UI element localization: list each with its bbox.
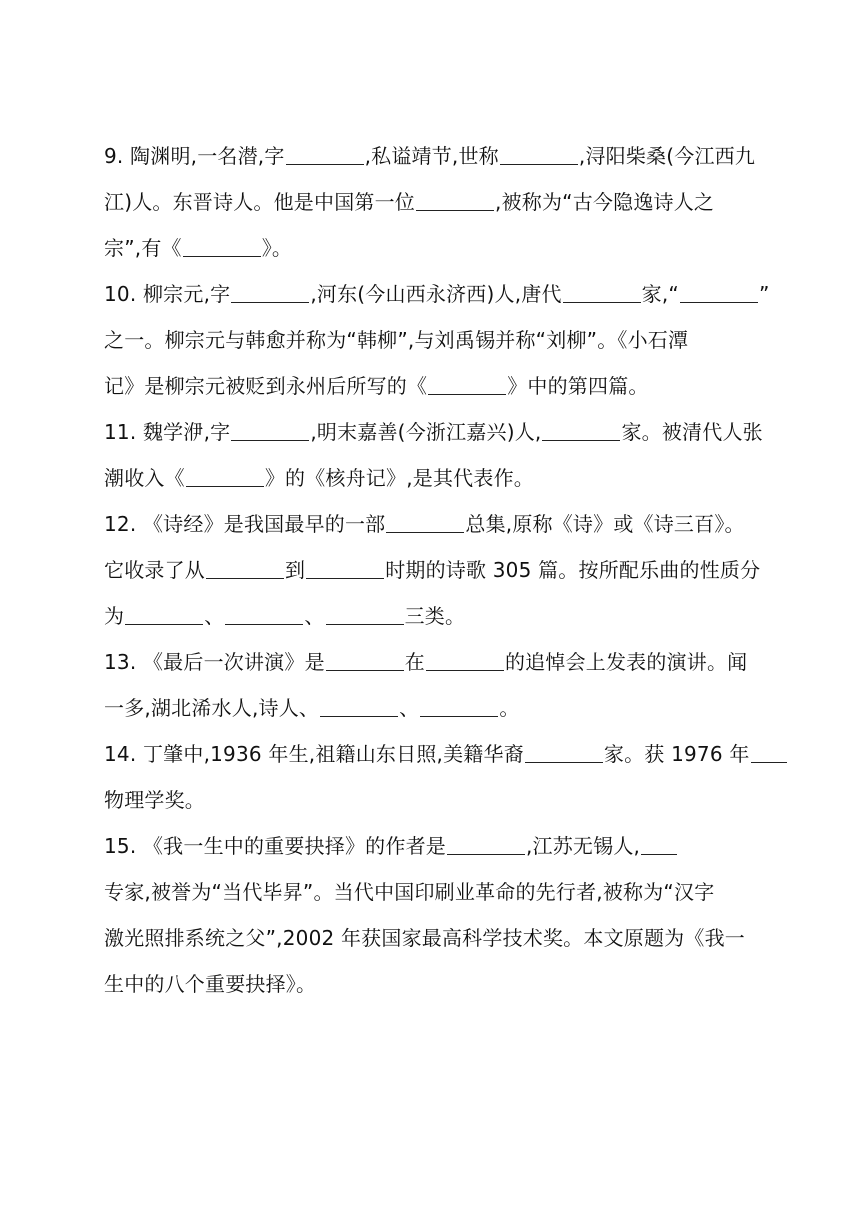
q12-line-2	[104, 550, 764, 596]
answer-blank[interactable]	[426, 650, 504, 671]
q13-text: 。	[499, 696, 520, 720]
q10-line-3	[104, 366, 764, 412]
q9-text: 宗”,有《	[104, 236, 182, 260]
q15-line-4	[104, 964, 764, 1010]
answer-blank[interactable]	[641, 834, 677, 855]
q11-line-2	[104, 458, 764, 504]
q13-line-2	[104, 688, 764, 734]
answer-blank[interactable]	[386, 512, 464, 533]
q10-text: 》中的第四篇。	[507, 374, 649, 398]
answer-blank[interactable]	[751, 742, 787, 763]
answer-blank[interactable]	[326, 650, 404, 671]
q10-text: 之一。柳宗元与韩愈并称为“韩柳”,与刘禹锡并称“刘柳”。《小石潭	[104, 328, 689, 352]
answer-blank[interactable]	[416, 190, 494, 211]
q12-line-1	[104, 504, 764, 550]
q9-text: ,被称为“古今隐逸诗人之	[495, 190, 715, 214]
q12-text: 到	[285, 558, 306, 582]
answer-blank[interactable]	[428, 374, 506, 395]
q12-text: 时期的诗歌 305 篇。按所配乐曲的性质分	[385, 558, 761, 582]
q9-text: ,私谥靖节,世称	[364, 144, 499, 168]
q10-text: 10. 柳宗元,字	[104, 282, 231, 306]
q12-text: 、	[304, 604, 325, 628]
answer-blank[interactable]	[125, 604, 203, 625]
answer-blank[interactable]	[231, 420, 309, 441]
q10-line-1	[104, 274, 770, 320]
answer-blank[interactable]	[286, 144, 364, 165]
answer-blank[interactable]	[326, 604, 404, 625]
q9-line-1	[104, 136, 764, 182]
q9-text: 9. 陶渊明,一名潜,字	[104, 144, 285, 168]
q10-text: 家,“	[641, 282, 679, 306]
q12-line-3	[104, 596, 764, 642]
q9-line-2	[104, 182, 764, 228]
q9-text: ,浔阳柴桑(今江西九	[578, 144, 756, 168]
answer-blank[interactable]	[420, 696, 498, 717]
answer-blank[interactable]	[563, 282, 641, 303]
q11-text: 家。被清代人张	[621, 420, 763, 444]
q11-line-1	[104, 412, 764, 458]
q13-text: 在	[404, 650, 425, 674]
q12-text: 三类。	[404, 604, 466, 628]
q11-text: 11. 魏学洢,字	[104, 420, 231, 444]
q15-text: 生中的八个重要抉择》。	[104, 972, 317, 996]
q15-line-3	[104, 918, 764, 964]
q15-line-2	[104, 872, 764, 918]
q10-text: ”	[758, 282, 770, 306]
answer-blank[interactable]	[447, 834, 525, 855]
q10-line-2	[104, 320, 764, 366]
q15-text: 专家,被誉为“当代毕昇”。当代中国印刷业革命的先行者,被称为“汉字	[104, 880, 715, 904]
q15-line-1	[104, 826, 764, 872]
q11-text: ,明末嘉善(今浙江嘉兴)人,	[310, 420, 542, 444]
answer-blank[interactable]	[183, 236, 261, 257]
q9-text: 江)人。东晋诗人。他是中国第一位	[104, 190, 416, 214]
q14-line-2	[104, 780, 764, 826]
q13-text: 13. 《最后一次讲演》是	[104, 650, 325, 674]
q12-text: 总集,原称《诗》或《诗三百》。	[465, 512, 745, 536]
q12-text: 为	[104, 604, 125, 628]
answer-blank[interactable]	[225, 604, 303, 625]
q9-line-3	[104, 228, 764, 274]
q12-text: 它收录了从	[104, 558, 205, 582]
q13-text: 的追悼会上发表的演讲。闻	[504, 650, 748, 674]
q13-text: 、	[399, 696, 420, 720]
q15-text: 激光照排系统之父”,2002 年获国家最高科学技术奖。本文原题为《我一	[104, 926, 745, 950]
q11-text: 》的《核舟记》,是其代表作。	[264, 466, 534, 490]
q10-text: 记》是柳宗元被贬到永州后所写的《	[104, 374, 428, 398]
q10-text: ,河东(今山西永济西)人,唐代	[310, 282, 562, 306]
answer-blank[interactable]	[525, 742, 603, 763]
answer-blank[interactable]	[186, 466, 264, 487]
answer-blank[interactable]	[231, 282, 309, 303]
q15-text: 15. 《我一生中的重要抉择》的作者是	[104, 834, 446, 858]
answer-blank[interactable]	[542, 420, 620, 441]
q11-text: 潮收入《	[104, 466, 185, 490]
q13-text: 一多,湖北浠水人,诗人、	[104, 696, 320, 720]
q13-line-1	[104, 642, 764, 688]
answer-blank[interactable]	[500, 144, 578, 165]
answer-blank[interactable]	[680, 282, 758, 303]
q12-text: 12. 《诗经》是我国最早的一部	[104, 512, 386, 536]
q15-text: ,江苏无锡人,	[525, 834, 641, 858]
worksheet-page	[104, 136, 770, 1010]
q9-text: 》。	[261, 236, 293, 260]
q14-line-1	[104, 734, 764, 780]
answer-blank[interactable]	[320, 696, 398, 717]
q12-text: 、	[204, 604, 225, 628]
answer-blank[interactable]	[306, 558, 384, 579]
q14-text: 家。获 1976 年	[603, 742, 750, 766]
q14-text: 物理学奖。	[104, 788, 205, 812]
q14-text: 14. 丁肇中,1936 年生,祖籍山东日照,美籍华裔	[104, 742, 524, 766]
answer-blank[interactable]	[206, 558, 284, 579]
